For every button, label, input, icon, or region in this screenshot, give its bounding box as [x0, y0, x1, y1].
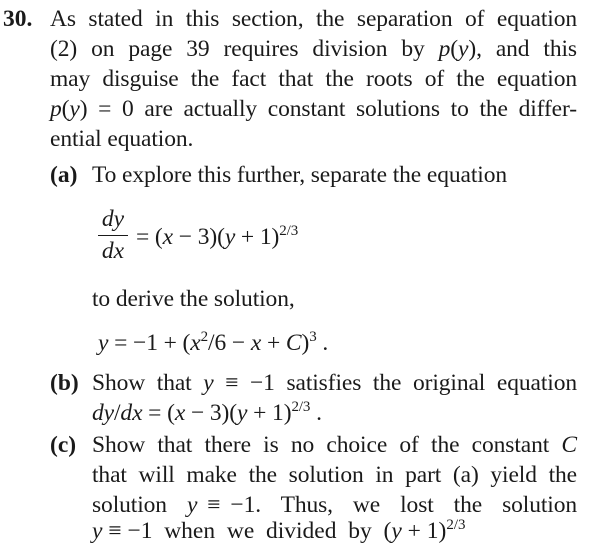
part-b-label: (b) — [50, 370, 79, 396]
intro-line-2: (2) on page 39 requires division by p(y), and this — [50, 36, 577, 62]
part-a-text: To explore this further, separate the equation — [92, 162, 508, 188]
intro-line-3: may disguise the fact that the roots of the equation — [50, 66, 577, 92]
part-c-label: (c) — [50, 432, 77, 458]
part-c-line-1: Show that there is no choice of the constant C — [92, 432, 577, 458]
derivative-fraction — [98, 206, 128, 263]
part-c-line-4-cut: y ≡ −1 when we divided by $(y + 1)^{2/3}$ — [92, 517, 466, 544]
solution-square: 2 — [200, 329, 209, 345]
solution-equation: $y = -1 + (x^2/6 - x + C)^3$ . — [98, 329, 329, 356]
cut-off-line — [0, 512, 605, 544]
part-c-line-2: that will make the solution in part (a) yield the — [92, 462, 577, 488]
intro-line-5: ential equation. — [50, 126, 194, 152]
fraction-denominator: dx — [101, 238, 125, 265]
solution-cube: 3 — [309, 329, 317, 345]
intro-line-4: p(y) = 0 are actually constant solutions to the differ- — [50, 96, 577, 122]
problem-number: 30. — [3, 6, 33, 32]
derive-text: to derive the solution, — [92, 286, 295, 312]
part-c-cut-exponent: 2/3 — [446, 517, 466, 533]
part-a-label: (a) — [50, 162, 78, 188]
equation-exponent: 2/3 — [279, 223, 299, 239]
part-c-line-3: solution y ≡ −1. Thus, we lost the solution — [92, 492, 577, 518]
fraction-bar — [98, 235, 128, 236]
part-b-line-2: $dy/dx = (x - 3)(y + 1)^{2/3}$ . — [92, 399, 322, 426]
intro-line-1: As stated in this section, the separation of equation — [50, 6, 577, 32]
part-b-exponent: 2/3 — [291, 399, 311, 415]
equation-rhs: = $(x - 3)(y + 1)^{2/3}$ — [136, 223, 299, 250]
fraction-numerator: dy — [101, 206, 125, 232]
part-b-line-1: Show that y ≡ −1 satisfies the original equation — [92, 370, 577, 396]
